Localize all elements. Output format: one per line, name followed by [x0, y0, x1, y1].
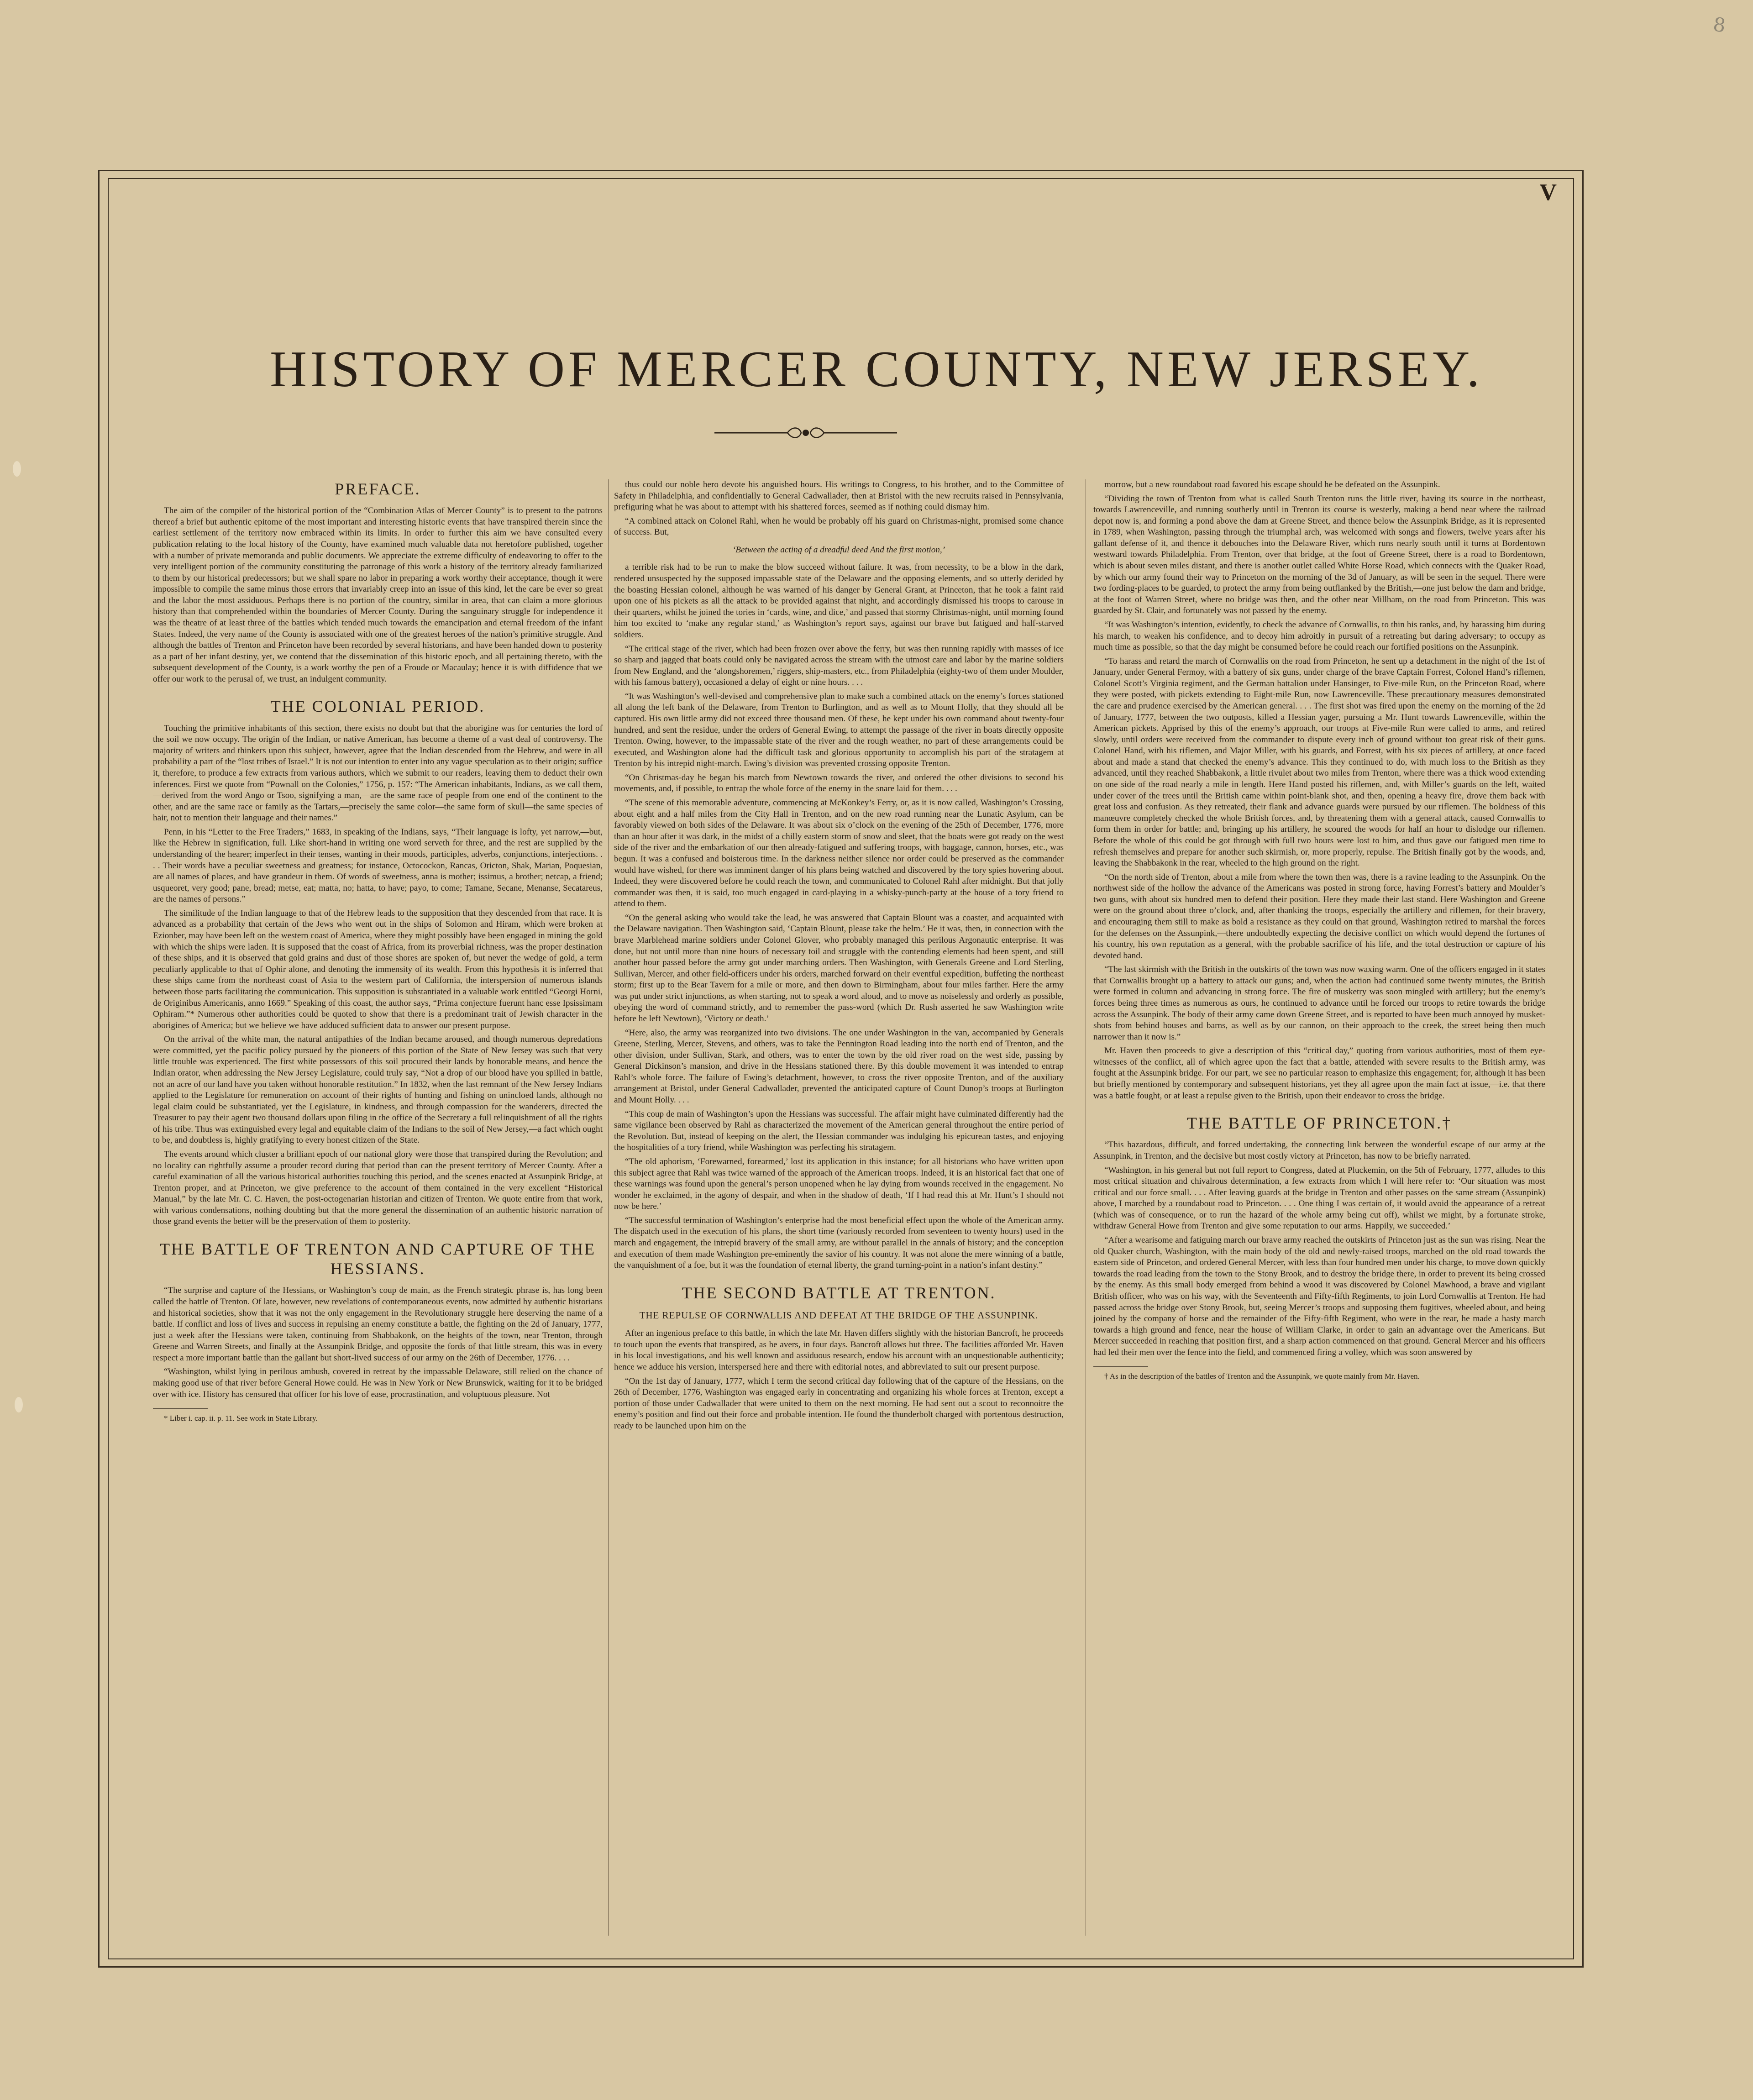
text-column-1 [153, 479, 603, 1949]
paragraph: “Dividing the town of Trenton from what is called South Trenton runs the little river, having its source in the northeast, towards Lawrenceville, and running southerly until in Trenton its course is westerly, making a bend near where the railroad depot now is, and forming a pond above the dam at Greene Street, and thence below the Assunpink Bridge, as it is represented in 1789, when Washington, passing through the triumphal arch, was welcomed with songs and flowers, twelve years after his gallant defense of it, and thence it debouches into the Delaware River, which runs nearly south until it turns at Bordentown westward towards Philadelphia. From Trenton, over that bridge, at the foot of Greene Street, there is a road to Bordentown, which is about seven miles distant, and there is another outlet called White Horse Road, which connects with the Quaker Road, by which our army found their way to Princeton on the morning of the 3d of January, as will be seen in the sequel. There were two fording-places to be guarded, to protect the army from being outflanked by the British,—one just below the dam and bridge, at the foot of Warren Street, where no bridge was then, and the other near Millham, on the road from Princeton. This was guarded by St. Clair, and fortunately was not passed by the enemy. [1093, 493, 1545, 616]
page-number: V [1539, 179, 1557, 205]
verse-quote: ‘Between the acting of a dreadful deed And the first motion,’ [732, 545, 945, 555]
paragraph: “The last skirmish with the British in the outskirts of the town was now waxing warm. One of the officers engaged in it states that Cornwallis brought up a battery to attack our guns; and, when the action had continued some twenty minutes, the British were formed in column and advancing in strong force. The fire of musketry was soon mingled with artillery; but the enemy’s forces being three times as numerous as ours, he continued to advance until he forced our troops to retire towards the bridge across the Assunpink. The body of their army came down Greene Street, and is reported to have been much annoyed by musket-shots from behind houses and barns, as well as by our cannon, on their approach to the creek, the street being then much narrower than it now is.” [1093, 965, 1545, 1042]
paragraph: “A combined attack on Colonel Rahl, when he would be probably off his guard on Christmas-night, promised some chance of success. But, [614, 516, 1064, 537]
section-heading: PREFACE. [335, 480, 421, 498]
paper-speck [15, 1397, 23, 1412]
paragraph: The similitude of the Indian language to that of the Hebrew leads to the supposition that they descended from that race. It is advanced as a probability that certain of the Jews who went out in the ships of Solomon and Hiram, which were broken at Ezionber, may have been left on the western coast of America, where they might possibly have been engaged in mining the gold with which the ships were laden. It is supposed that the coast of Africa, from its proverbial richness, was the proper destination of these ships, and it is observed that gold grains and dust of those shores are spoken of, but never the wedge of gold, a term peculiarly applicable to that of Ophir alone, and denoting the immensity of its wealth. From this hypothesis it is inferred that these ships came from the northeast coast of Asia to the western part of California, the interspersion of numerous islands between those parts facilitating the communication. This supposition is substantiated in a valuable work entitled “Georgi Horni, de Originibus Americanis, anno 1669.” Speaking of this coast, the author says, “Prima conjecture fuerunt hanc esse Ipsissimam Ophiram.”* Numerous other authorities could be quoted to show that there is a predominant trait of Jewish character in the aborigines of America; but we believe we have adduced sufficient data to answer our present purpose. [153, 908, 603, 1030]
section-heading: THE BATTLE OF TRENTON AND CAPTURE OF THE HESSIANS. [159, 1240, 596, 1278]
paragraph: “This coup de main of Washington’s upon the Hessians was successful. The affair might have culminated differently had the same vigilance been observed by Rahl as characterized the movement of the American general throughout the entire period of the Revolution. But, instead of keeping on the alert, the Hessian commander was indulging his epicurean tastes, and enjoying the hospitalities of a tory friend, while Washington was perfecting his stratagem. [614, 1109, 1064, 1153]
paragraph: “On the 1st day of January, 1777, which I term the second critical day following that of the capture of the Hessians, on the 26th of December, 1776, Washington was engaged early in concentrating and organizing his whole forces at Trenton, except a portion of those under Cadwallader that were united to them on the next morning. He had sent out a scout to reconnoitre the enemy’s position and find out their force and probable intention. He found the thunderbolt charged with portentous destruction, ready to be launched upon him on the [614, 1376, 1064, 1431]
paragraph: On the arrival of the white man, the natural antipathies of the Indian became aroused, and though numerous depredations were committed, yet the pacific policy pursued by the pioneers of this portion of the State of New Jersey was such that very little trouble was experienced. The first white possessors of this soil procured their lands by honorable means, and hence the Indian orator, when addressing the New Jersey Legislature, could truly say, “Not a drop of our blood have you spilled in battle, not an acre of our land have you taken without honorable restitution.” In 1832, when the last remnant of the New Jersey Indians applied to the Legislature for remuneration on account of their rights of hunting and fishing on unincloed lands, although no legal claim could be substantiated, yet the Legislature, in kindness, and through compassion for the wanderers, directed the Treasurer to pay their agent two thousand dollars upon filing in the office of the Secretary a full relinquishment of all the rights of his tribe. Thus was extinguished every legal and equitable claim of the Indians to the soil of New Jersey,—a fact which ought to be, and doubtless is, highly gratifying to every honest citizen of the State. [153, 1034, 603, 1145]
paragraph: The aim of the compiler of the historical portion of the “Combination Atlas of Mercer County” is to present to the patrons thereof a brief but authentic epitome of the most important and interesting historic events that have transpired therein since the earliest settlement of the territory now embraced within its limits. In order to further this aim we have consulted every publication relating to the local history of the County, have examined much valuable data not heretofore published, together with a number of private memoranda and public documents. We appreciate the extreme difficulty of endeavoring to offer to the very intelligent portion of the community constituting the patronage of this work a history of the territory already familiarized to them by our historical predecessors; but we shall spare no labor in preparing a work worthy their acceptance, though it were impossible to compile the same minus those errors that invariably creep into an issue of this kind, let the care be ever so great and the labor the most assiduous. Perhaps there is no portion of the country, similar in area, that can claim a more glorious history than that comprehended within the boundaries of Mercer County. During the sanguinary struggle for independence it was the theatre of at least three of the battles which tended much towards the emancipation and eternal freedom of the infant States. Indeed, the very name of the County is associated with one of the greatest heroes of the nation’s primitive struggle. And although the battles of Trenton and Princeton have been recorded by several historians, and have been handed down to posterity as a part of her infant destiny, yet, we contend that the dissemination of this historic epoch, and all pertaining thereto, with the subsequent development of the County, is a work worthy the pen of a Froude or Macaulay; hence it is with diffidence that we offer our work to the perusal of, we trust, an indulgent community. [153, 506, 603, 684]
column-divider [608, 479, 609, 1936]
paragraph: “Washington, in his general but not full report to Congress, dated at Pluckemin, on the 5th of February, 1777, alludes to this most critical situation and chivalrous determination, a few extracts from which I will here refer to: ‘Our situation was most critical and our force small. . . . After leaving guards at the bridge in Trenton and other passes on the same stream (Assunpink) above, I marched by a roundabout road to Princeton. . . . One thing I was certain of, it would avoid the appearance of a retreat (which was of consequence, or to run the hazard of the whole army being cut off), whilst we might, by a fortunate stroke, withdraw General Howe from Trenton and give some reputation to our arms. Happily, we succeeded.’ [1093, 1165, 1545, 1231]
paragraph: “To harass and retard the march of Cornwallis on the road from Princeton, he sent up a detachment in the night of the 1st of January, under General Fermoy, with a battery of six guns, under charge of the brave Captain Forrest, Colonel Hand’s riflemen, Colonel Scott’s Virginia regiment, and the German battalion under Hansinger, to Five-mile Run, on the Princeton Road, where they were posted, with pickets extending to Eight-mile Run, now Lawrenceville. These precautionary measures demonstrated the care and prudence exercised by the American general. . . . The first shot was fired upon the enemy on the morning of the 2d of January, 1777, between the two outposts, killed a Hessian yager, pursuing a Mr. Hunt towards Lawrenceville, within the American pickets. Apprised by this of the enemy’s approach, our troops at Five-mile Run were called to arms, and retired slowly, until orders were received from the commander to dispute every inch of ground without too great risk of their guns. Colonel Hand, with his riflemen, and Major Miller, with his guards, and Forrest, with his six pieces of artillery, at once faced about and made a stand that checked the enemy’s advance. This they continued to do, with much loss to the British as they advanced, until they reached Shabbakonk, a little rivulet about two miles from Trenton, where there was a thick wood extending on one side of the road nearly a mile in length. Here Hand posted his riflemen, and, with Miller’s guards on the left, waited under cover of the trees until the British came within point-blank shot, and then, opening a heavy fire, drove them back with great loss and confusion. As they retreated, their flank and advance guards were pursued by our riflemen. The boldness of this manœuvre completely checked the whole British forces, and, by threatening them with a general attack, caused Cornwallis to form them in order for battle; and, bringing up his artillery, he scoured the woods for half an hour to dislodge our riflemen. Before the whole of this could be got through with full two hours were lost to him, and thus gave our fatigued men time to refresh themselves and prepare for another such skirmish, or, more properly, repulse. The British finally got by the woods, and, leaving the Shabbakonk in the rear, wheeled to the high ground on the right. [1093, 656, 1545, 868]
title-ornament [714, 425, 897, 441]
text-column-3 [1093, 479, 1545, 1949]
paragraph: “Here, also, the army was reorganized into two divisions. The one under Washington in the van, accompanied by Generals Greene, Sterling, Mercer, Stevens, and others, was to take the Pennington Road leading into the north end of Trenton, and the other division, under Sullivan, Stark, and others, was to enter the town by the old river road on the west side, passing by General Dickinson’s mansion, and drive in the Hessians stationed there. By this double movement it was intended to entrap Rahl’s whole force. The failure of Ewing’s detachment, however, to cross the river opposite Trenton, and of the auxiliary arrangement at Bristol, under General Cadwallader, prevented the anticipated capture of Count Dunop’s troops at Burlington and Mount Holly. . . . [614, 1028, 1064, 1105]
paragraph: “This hazardous, difficult, and forced undertaking, the connecting link between the wonderful escape of our army at the Assunpink, in Trenton, and the decisive but most costly victory at Princeton, has now to be briefly narrated. [1093, 1140, 1545, 1161]
paragraph: “On the general asking who would take the lead, he was answered that Captain Blount was a coaster, and acquainted with the Delaware navigation. Then Washington said, ‘Captain Blount, please take the helm.’ He it was, then, in connection with the brave Marblehead marine soldiers under Colonel Glover, who probably managed this perilous Argonautic enterprise. It was done, but not until more than nine hours of necessary toil and struggle with the contending elements had been spent, and still another hour passed before the army got under marching orders. Then Washington, with Generals Greene and Lord Sterling, Sullivan, Mercer, and other field-officers under his orders, marched forward on their eventful expedition, buffeting the northeast storm; first up to the Bear Tavern for a mile or more, and then down to Birmingham, about four miles farther. Here the army was put under strict injunctions, as when starting, not to speak a word aloud, and to move as noiselessly and orderly as possible, obeying the word of command strictly, and to remember the pass-word (which Dr. Rush asserted he saw Washington write before he left Newtown), ‘Victory or death.’ [614, 913, 1064, 1024]
paragraph: “Washington, whilst lying in perilous ambush, covered in retreat by the impassable Delaware, still relied on the chance of making good use of that river before General Howe could. He was in New York or New Brunswick, waiting for it to be bridged over with ice. History has censured that officer for his love of ease, procrastination, and voluptuous pleasure. Not [153, 1367, 603, 1399]
paragraph: Penn, in his “Letter to the Free Traders,” 1683, in speaking of the Indians, says, “Their language is lofty, yet narrow,—but, like the Hebrew in signification, full. Like short-hand in writing one word serveth for three, and the rest are supplied by the understanding of the hearer; imperfect in their tenses, wanting in their moods, participles, adverbs, conjunctions, interjections. . . . Their words have a peculiar sweetness and greatness; for instance, Octocockon, Rancas, Oricton, Shak, Marian, Poquesian, are all names of places, and have grandeur in them. Of words of sweetness, anna is mother; issimus, a brother; netcap, a friend; usqueoret, very good; pane, bread; metse, eat; matta, no; hatta, to have; payo, to come; Tamane, Secane, Menanse, Secatareus, are the names of persons.” [153, 827, 603, 904]
paragraph: a terrible risk had to be run to make the blow succeed without failure. It was, from necessity, to be a blow in the dark, rendered unsuspected by the supposed impassable state of the Delaware and the opposing elements, and so utterly derided by the boasting Hessian colonel, although he was warned of his danger by General Grant, at Princeton, that he took a faint raid upon one of his pickets as all the attack to be provided against that night, and accordingly dismissed his troops to carouse in their quarters, whilst he joined the tories in ‘cards, wine, and dice,’ and passed that stormy Christmas-night, until morning found him too excited to ‘make any regular stand,’ as Washington’s report says, against our brave but fatigued and half-starved soldiers. [614, 562, 1064, 640]
page-title: HISTORY OF MERCER COUNTY, NEW JERSEY. [270, 341, 1483, 398]
paragraph: “It was Washington’s well-devised and comprehensive plan to make such a combined attack on the enemy’s forces stationed all along the left bank of the Delaware, from Trenton to Burlington, and as well as to Mount Holly, that they should all be captured. His own little army did not exceed three thousand men. Of these, he kept under his own command about twenty-four hundred, and sent the residue, under the orders of General Ewing, to attempt the passage of the river in boats directly opposite Trenton. Owing, however, to the impassable state of the river and the rough weather, no part of these arrangements could be executed, and Washington alone had the difficult task and glorious opportunity to accomplish his part of the stratagem at Trenton by his intrepid night-march. Ewing’s division was prevented crossing opposite Trenton. [614, 691, 1064, 769]
text-column-2 [614, 479, 1064, 1949]
section-heading: THE COLONIAL PERIOD. [270, 697, 485, 716]
footnote-rule [1093, 1366, 1148, 1367]
paragraph: After an ingenious preface to this battle, in which the late Mr. Haven differs slightly with the historian Bancroft, he proceeds to touch upon the events that transpired, as he avers, in four days. Bancroft allows but three. The facilities afforded Mr. Haven in his local investigations, and his well known and assiduous research, endow his account with an unquestionable authenticity; hence we adduce his version, interspersed here and there with editorial notes, and abbreviated to suit our present purpose. [614, 1328, 1064, 1372]
paragraph: morrow, but a new roundabout road favored his escape should he be defeated on the Assunpink. [1104, 480, 1440, 489]
paper-speck [13, 461, 21, 477]
paragraph: Touching the primitive inhabitants of this section, there exists no doubt but that the aborigine was for centuries the lord of the soil we now occupy. The origin of the Indian, or native American, has become a theme of a vast deal of controversy. The majority of writers and thinkers upon this subject, however, agree that the Indian descended from the Hebrew, and were in all probability a part of the “lost tribes of Israel.” It is not our intention to enter into any vague speculation as to their origin; suffice it, therefore, to produce a few extracts from various authors, which we submit to our readers, leaving them to deduct their own inferences. First we quote from “Pownall on the Colonies,” 1756, p. 157: “The American inhabitants, Indians, as we call them,—derived from the word Ango or Tsoo, signifying a man,—are the same race of people from one end of the continent to the other, and are the same race or family as the Tartars,—precisely the same color—the same form of skull—the same species of hair, not to mention their language and their names.” [153, 723, 603, 823]
paragraph: “On the north side of Trenton, about a mile from where the town then was, there is a ravine leading to the Assunpink. On the northwest side of the hollow the advance of the Americans was posted in strong force, having Forrest’s battery and Moulder’s two guns, with about six hundred men to defend their position. Here they made their last stand. Here Washington and Greene were on the ground about three o’clock, and, after thanking the troops, especially the artillery and riflemen, for their bravery, and encouraging them still to make as bold a resistance as they could on that ground, Washington retired to marshal the forces for the defenses on the Assunpink,—there undoubtedly expecting the decisive conflict on which would depend the fortunes of his country, his own reputation as a general, with the probable sacrifice of his life, and the total destruction or capture of his devoted band. [1093, 872, 1545, 961]
paragraph: “The scene of this memorable adventure, commencing at McKonkey’s Ferry, or, as it is now called, Washington’s Crossing, about eight and a half miles from the City Hall in Trenton, and on the new road running near the Lunatic Asylum, can be favorably viewed on both sides of the Delaware. It was about six o’clock on the evening of the 25th of December, 1776, more than an hour after it was dark, in the midst of a chilly eastern storm of snow and sleet, that the boats were got ready on the west side of the river and the embarkation of our then already-fatigued and suffering troops, with baggage, cannon, horses, etc., was begun. It was a confused and boisterous time. In the darkness neither silence nor order could be preserved as the commander would have wished, for there was imminent danger of his plans being watched and discovered by the tory spies hovering about. Indeed, they were discovered before he could reach the town, and communicated to Colonel Rahl after midnight. But that jolly commander was then, it is said, too much engaged in card-playing in a whisky-punch-party at the house of a tory friend to attend to them. [614, 798, 1064, 909]
section-heading: THE SECOND BATTLE AT TRENTON. [682, 1283, 996, 1302]
paragraph: “The critical stage of the river, which had been frozen over above the ferry, but was then running rapidly with masses of ice so sharp and jagged that boats could only be navigated across the stream with the utmost care and labor by the marine soldiers from New England, and the ‘alongshoremen,’ riggers, ship-masters, etc., from Philadelphia (eighty-two of them under Moulder, with his famous battery), occasioned a delay of eight or nine hours. . . . [614, 644, 1064, 688]
footnote: † As in the description of the battles of Trenton and the Assunpink, we quote mainly from Mr. Haven. [1104, 1372, 1420, 1381]
paragraph: Mr. Haven then proceeds to give a description of this “critical day,” quoting from various authorities, most of them eye-witnesses of the conflict, all of which agree upon the fact that a battle, attended with severe results to the British army, was fought at the Assunpink bridge. For our part, we see no particular reason to emphasize this engagement; for, although it has been but briefly mentioned by contemporary and subsequent historians, yet they all agree upon the main fact at issue,—i.e. that there was a battle fought, or at least a repulse given to the British, upon their endeavor to cross the bridge. [1093, 1046, 1545, 1101]
paragraph: thus could our noble hero devote his anguished hours. His writings to Congress, to his brother, and to the Committee of Safety in Philadelphia, and confidentially to General Cadwallader, then at Bristol with the new recruits raised in Pennsylvania, prefiguring what he was about to attempt with his shattered forces, seemed as if nothing could dismay him. [614, 480, 1064, 512]
section-subheading: THE REPULSE OF CORNWALLIS AND DEFEAT AT THE BRIDGE OF THE ASSUNPINK. [639, 1309, 1039, 1321]
paragraph: “It was Washington’s intention, evidently, to check the advance of Cornwallis, to thin his ranks, and, by harassing him during his march, to weaken his confidence, and to decoy him adroitly in pursuit of a retreating but daring adversary; to occupy as much time as possible, so that the day might be consumed before he could reach our fortified positions on the Assunpink. [1093, 620, 1545, 652]
section-heading: THE BATTLE OF PRINCETON.† [1186, 1114, 1452, 1133]
paragraph: “On Christmas-day he began his march from Newtown towards the river, and ordered the other divisions to second his movements, and, if possible, to entrap the whole force of the enemy in the snare laid for them. . . . [614, 772, 1064, 794]
footnote: * Liber i. cap. ii. p. 11. See work in State Library. [164, 1414, 318, 1423]
pencil-page-mark: 8 [1711, 13, 1727, 37]
paragraph: “The surprise and capture of the Hessians, or Washington’s coup de main, as the French strategic phrase is, has long been called the battle of Trenton. Of late, however, new revelations of contemporaneous events, now admitted by authentic historians and historical societies, show that it was not the only engagement in the Revolutionary struggle here deserving the name of a battle. If conflict and loss of lives and success in repulsing an enemy constitute a battle, the fighting on the 2d of January, 1777, just a week after the Hessians were taken, continuing from Shabbakonk, on the heights of the town, near Trenton, through Greene and Warren Streets, and finally at the Assunpink Bridge, and opposite the fords of that little stream, this was in every respect a more important battle than the gallant but short-lived success of our army on the 26th of December, 1776. . . . [153, 1286, 603, 1363]
paragraph: “The old aphorism, ‘Forewarned, forearmed,’ lost its application in this instance; for all historians who have written upon this subject agree that Rahl was twice warned of the approach of the American troops. Indeed, it is an historical fact that one of these warnings was found upon the general’s person unopened when he lay dying from wounds received in the engagement. No wonder he exclaimed, in the agony of despair, and when in the shadow of death, ‘If I had read this at Mr. Hunt’s I should not now be here.’ [614, 1156, 1064, 1212]
paragraph: The events around which cluster a brilliant epoch of our national glory were those that transpired during the Revolution; and no locality can rightfully assume a prouder record during that period than can the present territory of Mercer County. After a careful examination of all the various historical authorities touching this period, and the scenes enacted at Assunpink Bridge, at Trenton proper, and at Princeton, we give preference to the account of them contained in the very excellent “Historical Manual,” by the late Mr. C. C. Haven, the post-octogenarian historian and citizen of Trenton. We quote entire from that work, with various condensations, nothing doubting but that the more general the dissemination of an authentic historic narration of those grand events the better will be the preservation of them to posterity. [153, 1150, 603, 1227]
paragraph: “The successful termination of Washington’s enterprise had the most beneficial effect upon the whole of the American army. The dispatch used in the execution of his plans, the short time (variously recorded from seventeen to twenty hours) used in the march and engagement, the intrepid bravery of the small army, are without parallel in the annals of history; and the conception and execution of them made Washington pre-eminently the savior of his country. It was not alone the mere winning of a battle, the vanquishment of a foe, but it was the foundation of eternal liberty, the grand turning-point in a nation’s infant destiny.” [614, 1215, 1064, 1270]
paragraph: “After a wearisome and fatiguing march our brave army reached the outskirts of Princeton just as the sun was rising. Near the old Quaker church, Washington, with the main body of the old and newly-raised troops, marched on the old road towards the eastern side of Princeton, and ordered General Mercer, with less than four hundred men under his charge, to move down quickly towards the road leading from the town to the Stony Brook, and to destroy the bridge there, in order to prevent its being crossed by the enemy. As this small body emerged from behind a wood it was discovered by Colonel Mawhood, a brave and vigilant British officer, who was on his way, with the Seventeenth and Fifty-fifth Regiments, to join Lord Cornwallis at Trenton. He had passed across the bridge over Stony Brook, but, seeing Mercer’s troops and supposing them fugitives, wheeled about, and being joined by the company of horse and the remainder of the Fifty-fifth Regiment, who were in the rear, he made a hasty march towards a high ground and fence, near the house of William Clarke, in order to gain an advantage over the Americans. But Mercer succeeded in reaching that position first, and a sharp action commenced on that ground. General Mercer and his officers had led their men over the fence into the field, and commenced firing a volley, which was soon answered by [1093, 1235, 1545, 1357]
footnote-rule [153, 1408, 208, 1409]
